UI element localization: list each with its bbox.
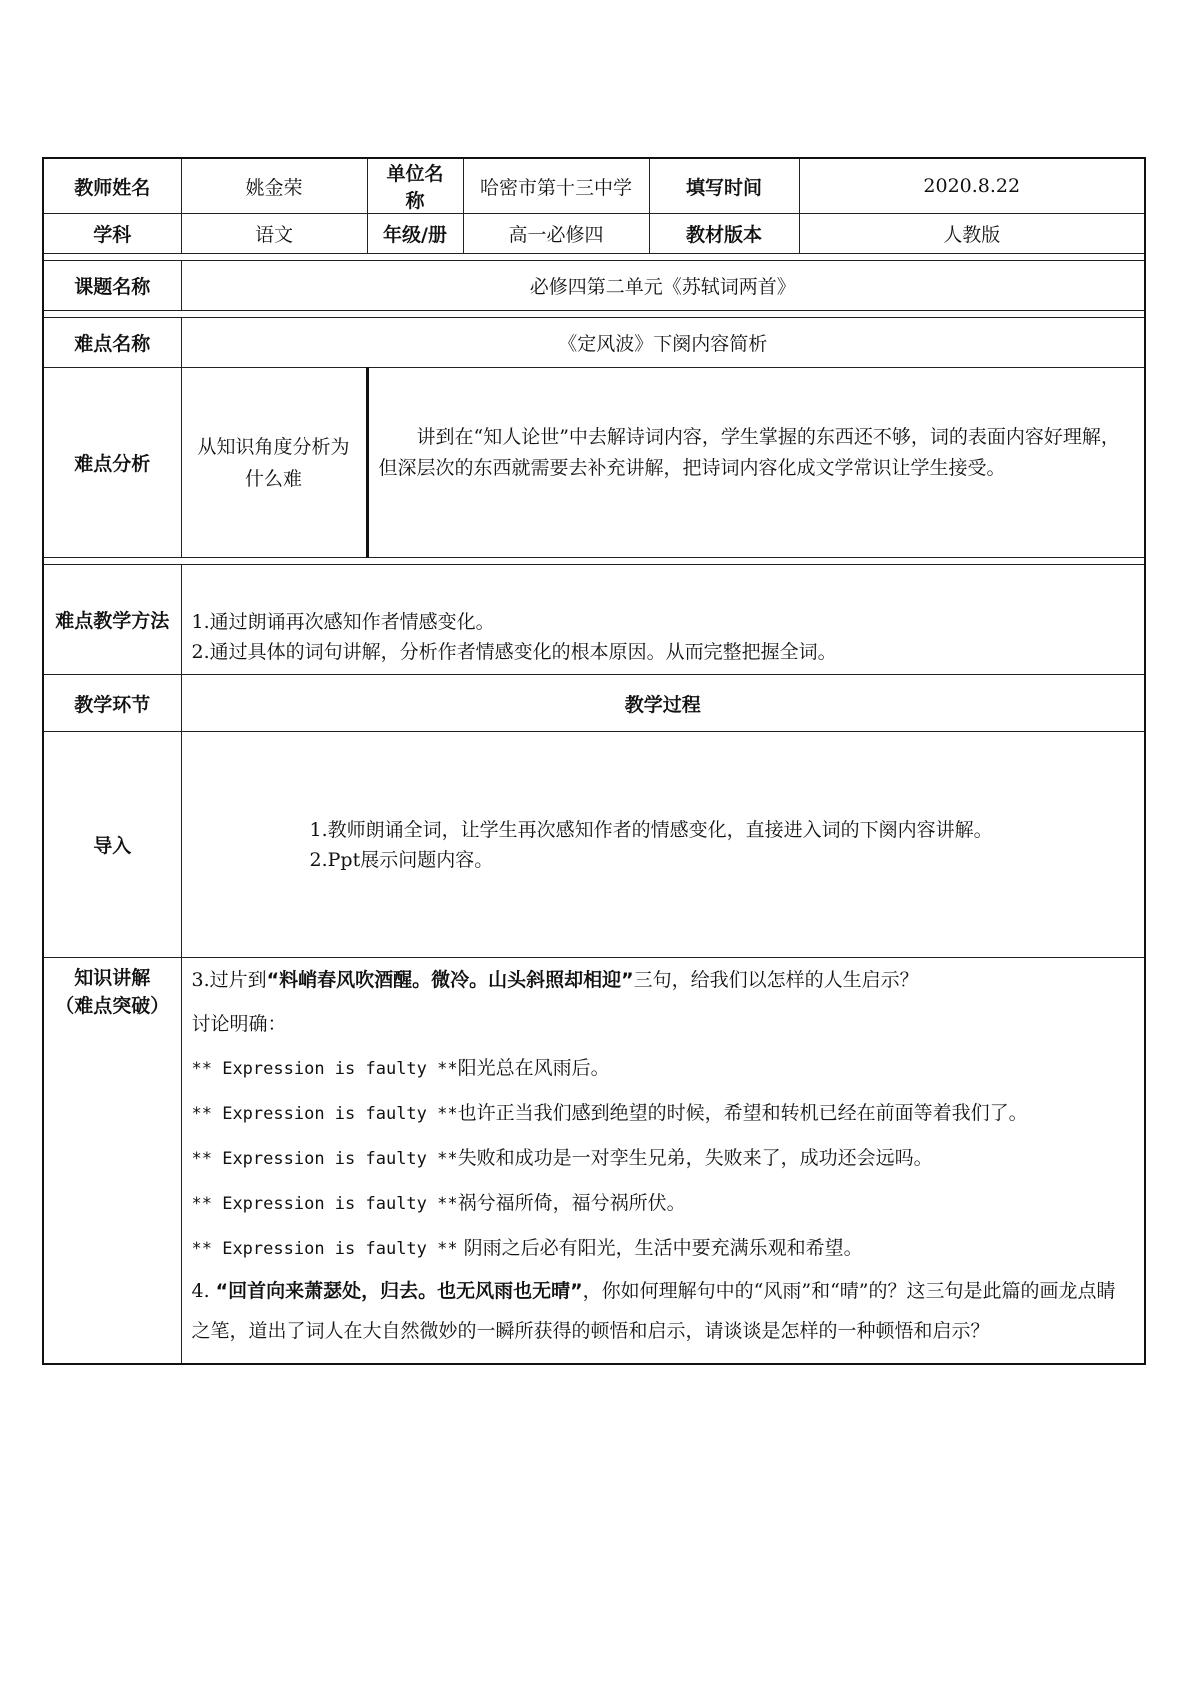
- question-3-suffix: 三句，给我们以怎样的人生启示？: [633, 969, 919, 991]
- point-text: 阴雨之后必有阳光，生活中要充满乐观和希望。: [457, 1237, 863, 1259]
- point-text: 祸兮福所倚，福兮祸所伏。: [457, 1192, 686, 1214]
- grade-label: 年级/册: [367, 214, 463, 254]
- knowledge-label-line-1: 知识讲解: [74, 967, 151, 989]
- point-1: [192, 1046, 1135, 1091]
- process-header-row: [43, 675, 1145, 732]
- header-row-2: [43, 214, 1145, 254]
- faulty-tag: ** Expression is faulty **: [191, 1149, 458, 1169]
- difficulty-row: [43, 318, 1145, 368]
- faulty-tag: ** Expression is faulty **: [191, 1194, 458, 1214]
- analysis-row: [43, 368, 1145, 558]
- spacer-row: [43, 311, 1145, 318]
- analysis-text: 讲到在“知人论世”中去解诗词内容，学生掌握的东西还不够，词的表面内容好理解，但深层次的东西就需要去补充讲解，把诗词内容化成文学常识让学生接受。: [367, 368, 1145, 558]
- topic-label: 课题名称: [43, 261, 181, 311]
- point-4: [192, 1181, 1135, 1226]
- question-3-quote: “料峭春风吹酒醒。微冷。山头斜照却相迎”: [266, 969, 634, 991]
- date-label: 填写时间: [649, 158, 799, 214]
- lesson-plan-sheet: [42, 157, 1144, 1365]
- process-label: 教学环节: [43, 675, 181, 732]
- intro-label: 导入: [43, 732, 181, 958]
- question-3: [192, 958, 1135, 1002]
- point-3: [192, 1136, 1135, 1181]
- knowledge-row: [43, 958, 1145, 1365]
- subject-value: 语文: [181, 214, 367, 254]
- question-4-quote: “回首向来萧瑟处，归去。也无风雨也无晴”: [215, 1280, 583, 1302]
- unit-label: 单位名称: [367, 158, 463, 214]
- topic-row: [43, 261, 1145, 311]
- header-row-1: [43, 158, 1145, 214]
- point-5: [192, 1226, 1135, 1271]
- knowledge-label-line-2: （难点突破）: [55, 995, 170, 1017]
- intro-line-2: 2.Ppt展示问题内容。: [309, 848, 494, 871]
- unit-value: 哈密市第十三中学: [463, 158, 649, 214]
- point-text: 阳光总在风雨后。: [457, 1057, 610, 1079]
- question-4-prefix: 4.: [191, 1280, 216, 1302]
- teacher-value: 姚金荣: [181, 158, 367, 214]
- question-4-suffix: ，你如何理解句中的“风雨”和“晴”的？这三句是此篇的画龙点睛之笔，道出了词人在大自然微妙的一瞬所获得的顿悟和启示，请谈谈是怎样的一种顿悟和启示？: [191, 1280, 1116, 1342]
- faulty-tag: ** Expression is faulty **: [191, 1104, 458, 1124]
- method-label: 难点教学方法: [43, 565, 181, 675]
- difficulty-label: 难点名称: [43, 318, 181, 368]
- intro-cell: [181, 732, 1145, 958]
- edition-label: 教材版本: [649, 214, 799, 254]
- knowledge-label: [43, 958, 181, 1365]
- spacer-row: [43, 254, 1145, 261]
- knowledge-cell: [181, 958, 1145, 1365]
- method-row: [43, 565, 1145, 675]
- edition-value: 人教版: [799, 214, 1145, 254]
- point-2: [192, 1091, 1135, 1136]
- method-cell: [181, 565, 1145, 675]
- date-value: 2020.8.22: [799, 158, 1145, 214]
- point-text: 也许正当我们感到绝望的时候，希望和转机已经在前面等着我们了。: [457, 1102, 1028, 1124]
- difficulty-value: 《定风波》下阕内容简析: [181, 318, 1145, 368]
- faulty-tag: ** Expression is faulty **: [191, 1059, 458, 1079]
- intro-row: [43, 732, 1145, 958]
- process-value: 教学过程: [181, 675, 1145, 732]
- grade-value: 高一必修四: [463, 214, 649, 254]
- subject-label: 学科: [43, 214, 181, 254]
- point-text: 失败和成功是一对孪生兄弟，失败来了，成功还会远吗。: [457, 1147, 933, 1169]
- faulty-tag: ** Expression is faulty **: [191, 1239, 458, 1259]
- question-4: [192, 1271, 1135, 1351]
- teacher-label: 教师姓名: [43, 158, 181, 214]
- intro-line-1: 1.教师朗诵全词，让学生再次感知作者的情感变化，直接进入词的下阕内容讲解。: [309, 818, 993, 841]
- method-line-2: 2.通过具体的词句讲解，分析作者情感变化的根本原因。从而完整把握全词。: [191, 640, 837, 663]
- question-3-prefix: 3.过片到: [191, 969, 267, 991]
- lesson-plan-table: [42, 157, 1146, 1365]
- topic-value: 必修四第二单元《苏轼词两首》: [181, 261, 1145, 311]
- method-line-1: 1.通过朗诵再次感知作者情感变化。: [191, 610, 495, 633]
- analysis-label: 难点分析: [43, 368, 181, 558]
- discussion-heading: 讨论明确：: [191, 1013, 287, 1035]
- analysis-sub-label: 从知识角度分析为什么难: [181, 368, 367, 558]
- spacer-row: [43, 558, 1145, 565]
